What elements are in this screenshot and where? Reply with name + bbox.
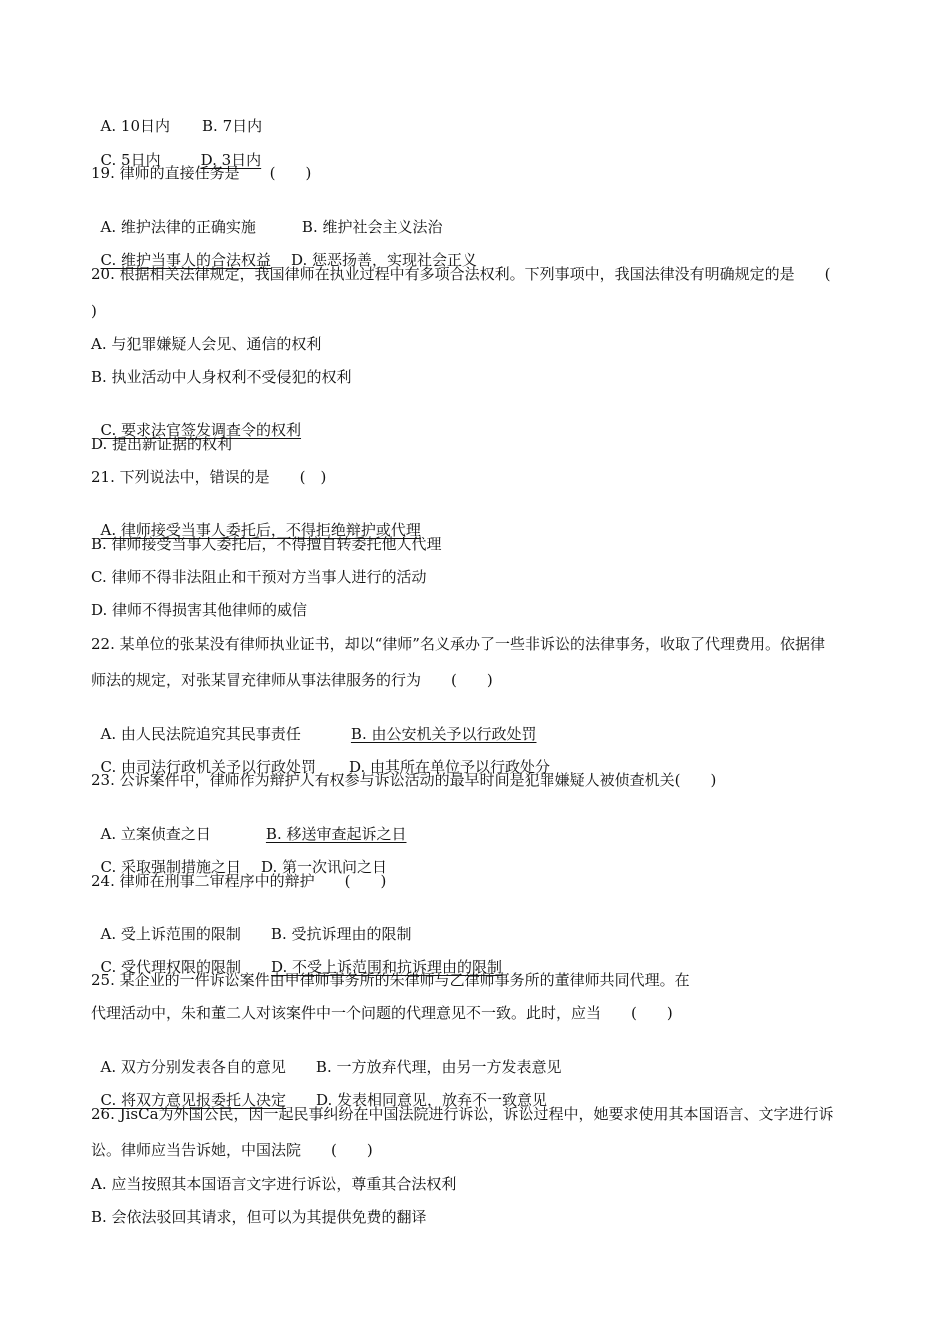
q20-question: 20. 根据相关法律规定，我国律师在执业过程中有多项合法权利。下列事项中，我国法律没有明确规定的是 ( xyxy=(91,265,831,283)
q21-option-a-answer: A. 律师接受当事人委托后，不得拒绝辩护或代理 xyxy=(100,521,421,539)
q19-option-d: D. 惩恶扬善，实现社会正义 xyxy=(291,251,478,269)
q23-option-b-answer: B. 移送审查起诉之日 xyxy=(265,825,407,843)
q20-option-b: B. 执业活动中人身权利不受侵犯的权利 xyxy=(91,368,352,386)
q20-option-c-answer: C. 要求法官签发调查令的权利 xyxy=(100,421,302,439)
q18-option-a: A. 10日内 xyxy=(100,117,171,135)
q23-option-c: C. 采取强制措施之日 xyxy=(100,858,242,876)
q21-option-c: C. 律师不得非法阻止和干预对方当事人进行的活动 xyxy=(91,568,427,586)
q23-option-a: A. 立案侦查之日 xyxy=(100,825,211,843)
q20-option-d: D. 提出新证据的权利 xyxy=(91,435,233,453)
q23-option-d: D. 第一次讯问之日 xyxy=(261,858,388,876)
q22-question: 22. 某单位的张某没有律师执业证书，却以“律师”名义承办了一些非诉讼的法律事务，收取了代理费用。依据律 xyxy=(91,635,825,653)
q21-option-d: D. 律师不得损害其他律师的威信 xyxy=(91,601,308,619)
q25-option-a: A. 双方分别发表各自的意见 xyxy=(100,1058,286,1076)
q22-option-d: D. 由其所在单位予以行政处分 xyxy=(349,758,551,776)
q19-question: 19. 律师的直接任务是 ( ) xyxy=(91,164,312,182)
q23-question: 23. 公诉案件中，律师作为辩护人有权参与诉讼活动的最早时间是犯罪嫌疑人被侦查机关( ) xyxy=(91,771,717,789)
q19-option-c-answer: C. 维护当事人的合法权益 xyxy=(100,251,272,269)
q18-option-b: B. 7日内 xyxy=(202,117,263,135)
q24-option-b: B. 受抗诉理由的限制 xyxy=(270,925,412,943)
q22-option-b-answer: B. 由公安机关予以行政处罚 xyxy=(350,725,537,743)
q20-option-a: A. 与犯罪嫌疑人会见、通信的权利 xyxy=(91,335,322,353)
q26-option-b: B. 会依法驳回其请求，但可以为其提供免费的翻译 xyxy=(91,1208,427,1226)
q24-option-c: C. 受代理权限的限制 xyxy=(100,958,242,976)
q25-question: 25. 某企业的一件诉讼案件由甲律师事务所的朱律师与乙律师事务所的董律师共同代理。在 xyxy=(91,971,690,989)
q26-question: 26. JisCa为外国公民，因一起民事纠纷在中国法院进行诉讼，诉讼过程中，她要求使用其本国语言、文字进行诉 xyxy=(91,1105,834,1123)
q22-option-a: A. 由人民法院追究其民事责任 xyxy=(100,725,301,743)
q25-option-c-answer: C. 将双方意见报委托人决定 xyxy=(100,1091,287,1109)
q20-question-end: ) xyxy=(91,302,97,320)
q18-option-d-answer: D. 3日内 xyxy=(200,151,262,169)
q25-option-d: D. 发表相同意见，放弃不一致意见 xyxy=(316,1091,548,1109)
q25-question-cont: 代理活动中，朱和董二人对该案件中一个问题的代理意见不一致。此时，应当 ( ) xyxy=(91,1004,673,1022)
q19-option-a: A. 维护法律的正确实施 xyxy=(100,218,256,236)
q21-question: 21. 下列说法中，错误的是 ( ) xyxy=(91,468,327,486)
q22-question-cont: 师法的规定，对张某冒充律师从事法律服务的行为 ( ) xyxy=(91,671,493,689)
q22-option-c: C. 由司法行政机关予以行政处罚 xyxy=(100,758,317,776)
q24-option-d-answer: D. 不受上诉范围和抗诉理由的限制 xyxy=(271,958,503,976)
q24-question: 24. 律师在刑事二审程序中的辩护 ( ) xyxy=(91,872,387,890)
q26-question-cont: 讼。律师应当告诉她，中国法院 ( ) xyxy=(91,1141,373,1159)
q18-option-c: C. 5日内 xyxy=(100,151,161,169)
q26-option-a: A. 应当按照其本国语言文字进行诉讼，尊重其合法权利 xyxy=(91,1175,457,1193)
q21-option-b: B. 律师接受当事人委托后，不得擅自转委托他人代理 xyxy=(91,535,442,553)
q24-option-a: A. 受上诉范围的限制 xyxy=(100,925,241,943)
q25-option-b: B. 一方放弃代理，由另一方发表意见 xyxy=(315,1058,562,1076)
q19-option-b: B. 维护社会主义法治 xyxy=(301,218,443,236)
